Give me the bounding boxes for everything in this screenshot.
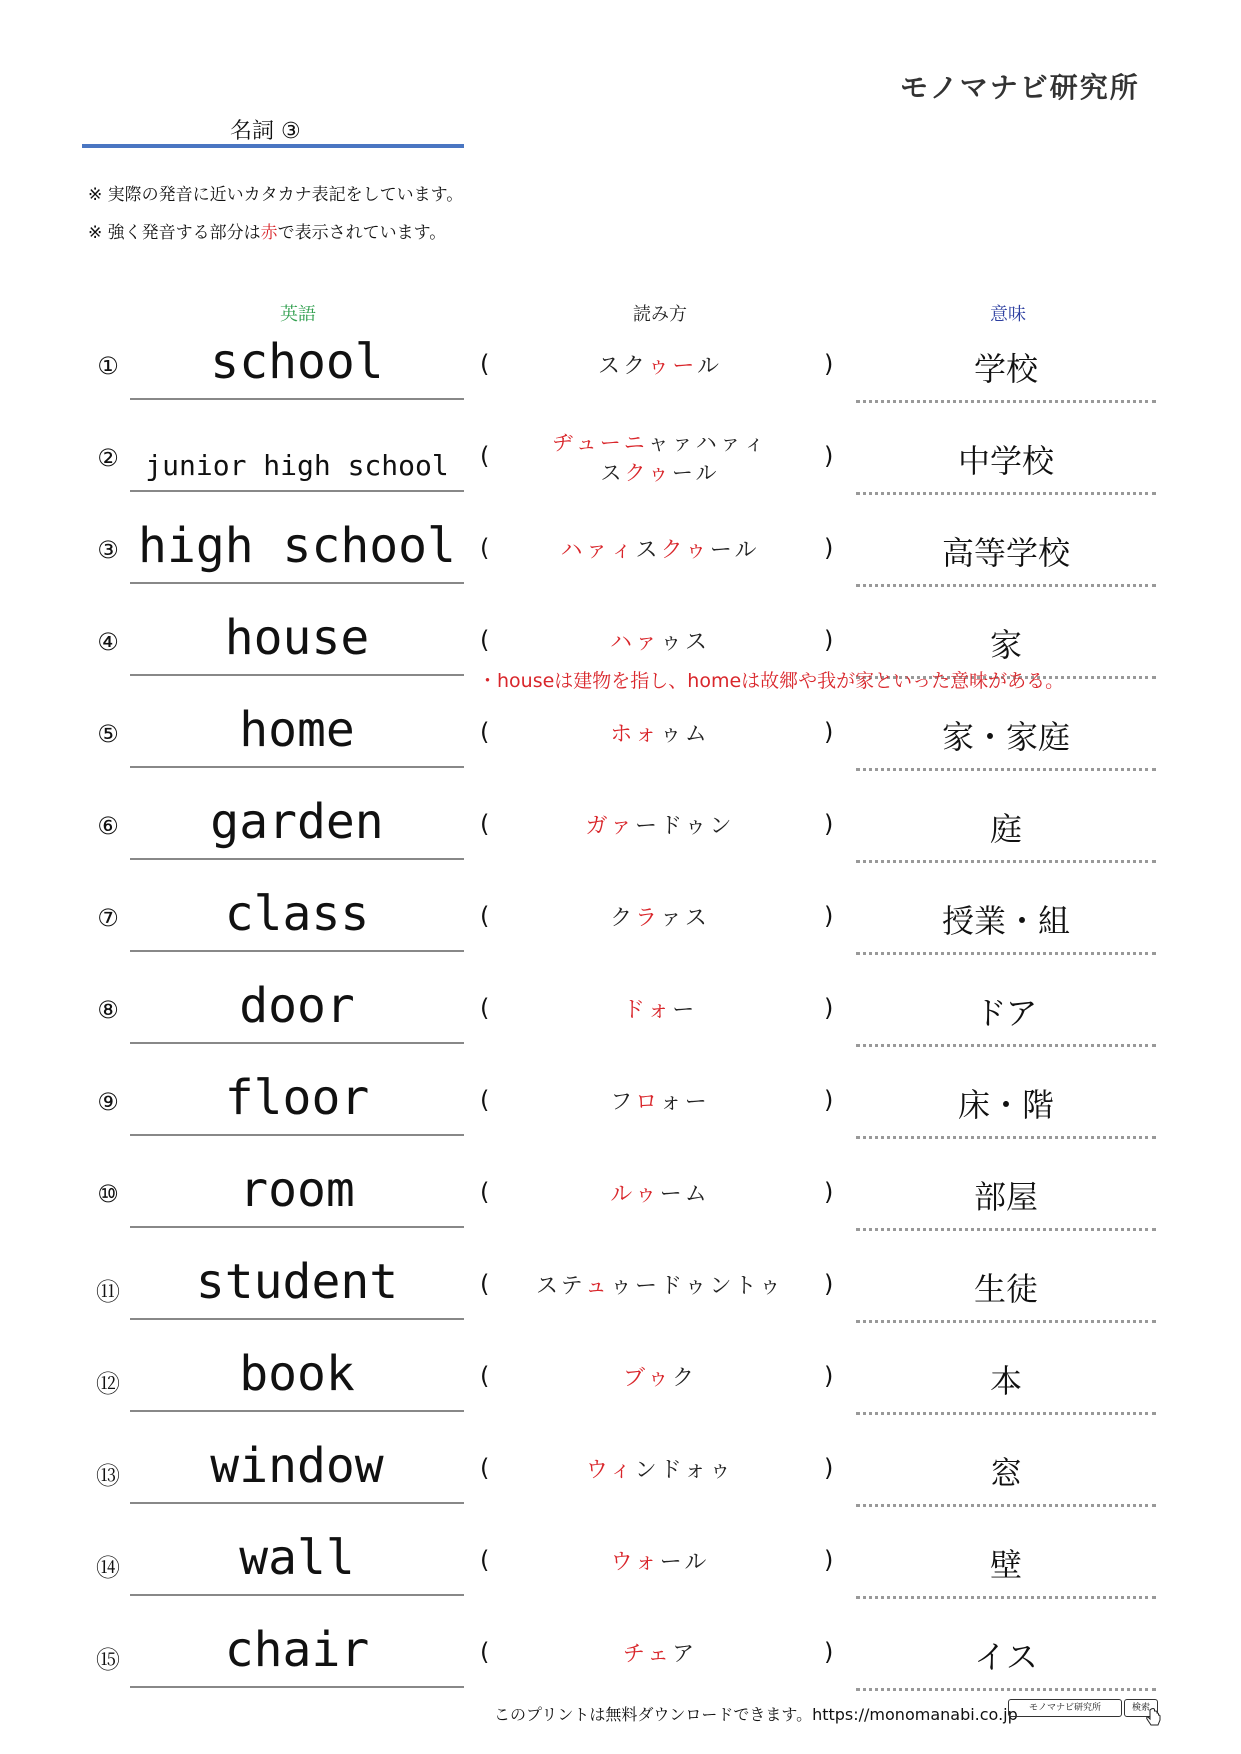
english-underline [130,582,464,584]
english-word: student [195,1254,399,1310]
japanese-meaning: 壁 [989,1546,1022,1584]
paren-close: ) [824,1086,834,1114]
meaning-underline [856,1320,1156,1323]
english-word: window [210,1438,384,1494]
vocab-row [0,786,1241,878]
katakana-reading [500,1364,820,1394]
japanese-meaning: 家・家庭 [941,718,1070,756]
paren-open: ( [480,718,490,746]
vocab-row [0,970,1241,1062]
footer-search-button: 検索 [1124,1699,1158,1717]
katakana-reading [500,628,820,658]
meaning-underline [856,1228,1156,1231]
english-underline [130,398,464,400]
reading-line-2: スクゥール [600,461,720,485]
english-underline [130,1134,464,1136]
reading-line: ウォール [610,1550,710,1575]
english-underline [130,674,464,676]
paren-close: ) [824,718,834,746]
meaning-underline [856,492,1156,495]
paren-open: ( [480,1362,490,1390]
katakana-reading [500,536,820,566]
note-emphasis-red: 赤 [260,223,278,243]
paren-open: ( [480,1178,490,1206]
english-underline [130,1594,464,1596]
row-number: ② [97,444,119,472]
row-number: ⑮ [96,1646,120,1674]
vocab-row [0,878,1241,970]
meaning-underline [856,584,1156,587]
meaning-underline [856,400,1156,403]
reading-line: チェア [622,1642,698,1667]
katakana-reading [500,996,820,1026]
english-underline [130,858,464,860]
paren-close: ) [824,1638,834,1666]
house-home-note: ・houseは建物を指し、homeは故郷や我が家といった意味がある。 [478,670,1065,692]
vocab-row [0,510,1241,602]
vocab-row [0,418,1241,510]
paren-close: ) [824,810,834,838]
header-english: 英語 [280,304,316,325]
reading-line: ハァィスクゥール [560,538,760,563]
english-word: floor [224,1070,370,1126]
header-meaning: 意味 [990,304,1026,325]
japanese-meaning: 高等学校 [941,534,1070,572]
english-word: book [239,1346,355,1402]
paren-open: ( [480,902,490,930]
footer-download-note: このプリントは無料ダウンロードできます。https://monomanabi.co.jp [494,1705,1018,1724]
japanese-meaning: 家 [989,626,1022,664]
row-number: ⑧ [97,996,119,1024]
english-word: house [224,610,370,666]
english-underline [130,950,464,952]
row-number: ① [97,352,119,380]
english-word: chair [224,1622,370,1678]
meaning-underline [856,1044,1156,1047]
page-title: 名詞 ③ [230,119,301,144]
paren-close: ) [824,994,834,1022]
english-word: class [224,886,370,942]
meaning-underline [856,1688,1156,1691]
reading-line: ガァードゥン [585,814,735,839]
vocab-row [0,1338,1241,1430]
katakana-reading [500,720,820,750]
katakana-reading [500,428,820,488]
katakana-reading [500,1180,820,1210]
japanese-meaning: イス [974,1638,1038,1676]
reading-line: ステュゥードゥントゥ [536,1274,784,1299]
english-word: garden [210,794,384,850]
english-word: door [239,978,355,1034]
vocab-row [0,1614,1241,1706]
paren-close: ) [824,1546,834,1574]
english-underline [130,766,464,768]
paren-close: ) [824,1178,834,1206]
katakana-reading [500,1456,820,1486]
paren-open: ( [480,1546,490,1574]
english-word: junior high school [145,449,449,482]
row-number: ⑬ [96,1462,120,1490]
japanese-meaning: ドア [974,994,1038,1032]
paren-close: ) [824,442,834,470]
japanese-meaning: 授業・組 [941,902,1070,940]
header-reading: 読み方 [633,304,687,325]
japanese-meaning: 本 [989,1362,1022,1400]
row-number: ⑭ [96,1554,120,1582]
row-number: ③ [97,536,119,564]
vocab-row [0,1154,1241,1246]
paren-close: ) [824,1362,834,1390]
note-emphasis [88,218,446,243]
hand-cursor-icon [1144,1708,1162,1728]
reading-line: ハァゥス [609,630,711,655]
japanese-meaning: 庭 [989,810,1022,848]
row-number: ⑥ [97,812,119,840]
paren-open: ( [480,1086,490,1114]
row-number: ⑩ [97,1180,119,1208]
paren-close: ) [824,350,834,378]
katakana-reading [500,812,820,842]
meaning-underline [856,860,1156,863]
note-emphasis-suffix: で表示されています。 [277,223,447,243]
paren-open: ( [480,534,490,562]
english-underline [130,1318,464,1320]
katakana-reading [500,1088,820,1118]
reading-line: クラァス [610,906,710,931]
paren-open: ( [480,442,490,470]
meaning-underline [856,1504,1156,1507]
paren-close: ) [824,534,834,562]
note-katakana: ※ 実際の発音に近いカタカナ表記をしています。 [88,185,464,205]
row-number: ⑪ [96,1278,120,1306]
reading-line: ブゥク [623,1366,697,1391]
paren-open: ( [480,1638,490,1666]
paren-open: ( [480,626,490,654]
meaning-underline [856,952,1156,955]
row-number: ⑫ [96,1370,120,1398]
english-word: room [239,1162,355,1218]
english-underline [130,1410,464,1412]
japanese-meaning: 中学校 [957,442,1054,480]
title-underline [82,144,464,148]
vocab-row [0,694,1241,786]
vocab-row [0,1522,1241,1614]
katakana-reading [500,1272,820,1302]
note-emphasis-prefix: ※ 強く発音する部分は [88,223,261,243]
footer-search-box: モノマナビ研究所 [1008,1699,1122,1717]
english-underline [130,1686,464,1688]
japanese-meaning: 生徒 [973,1270,1038,1308]
meaning-underline [856,1412,1156,1415]
katakana-reading [500,1640,820,1670]
paren-open: ( [480,994,490,1022]
meaning-underline [856,1596,1156,1599]
english-underline [130,490,464,492]
katakana-reading [500,352,820,382]
brand-logo: モノマナビ研究所 [900,71,1140,104]
japanese-meaning: 学校 [973,350,1038,388]
english-underline [130,1502,464,1504]
paren-close: ) [824,1454,834,1482]
english-word: high school [138,518,456,574]
english-underline [130,1042,464,1044]
reading-line: スクゥール [598,354,722,379]
meaning-underline [856,768,1156,771]
reading-line: ヂューニャァハァィ [552,431,768,455]
paren-open: ( [480,1270,490,1298]
english-word: school [210,334,384,390]
paren-close: ) [824,902,834,930]
paren-open: ( [480,810,490,838]
paren-close: ) [824,1270,834,1298]
vocab-row [0,326,1241,418]
reading-line: ウィンドォゥ [585,1458,735,1483]
katakana-reading [500,1548,820,1578]
meaning-underline [856,1136,1156,1139]
japanese-meaning: 窓 [989,1454,1022,1492]
reading-line: ドォー [622,998,698,1023]
reading-line: ホォゥム [610,722,710,747]
english-word: home [239,702,355,758]
vocab-row [0,1246,1241,1338]
vocab-row [0,1430,1241,1522]
row-number: ⑤ [97,720,119,748]
row-number: ⑨ [97,1088,119,1116]
reading-line: フロォー [610,1090,710,1115]
english-word: wall [239,1530,355,1586]
row-number: ⑦ [97,904,119,932]
reading-line: ルゥーム [610,1182,710,1207]
paren-close: ) [824,626,834,654]
katakana-reading [500,904,820,934]
japanese-meaning: 部屋 [973,1178,1038,1216]
japanese-meaning: 床・階 [957,1086,1054,1124]
paren-open: ( [480,350,490,378]
paren-open: ( [480,1454,490,1482]
row-number: ④ [97,628,119,656]
english-underline [130,1226,464,1228]
vocab-row [0,1062,1241,1154]
